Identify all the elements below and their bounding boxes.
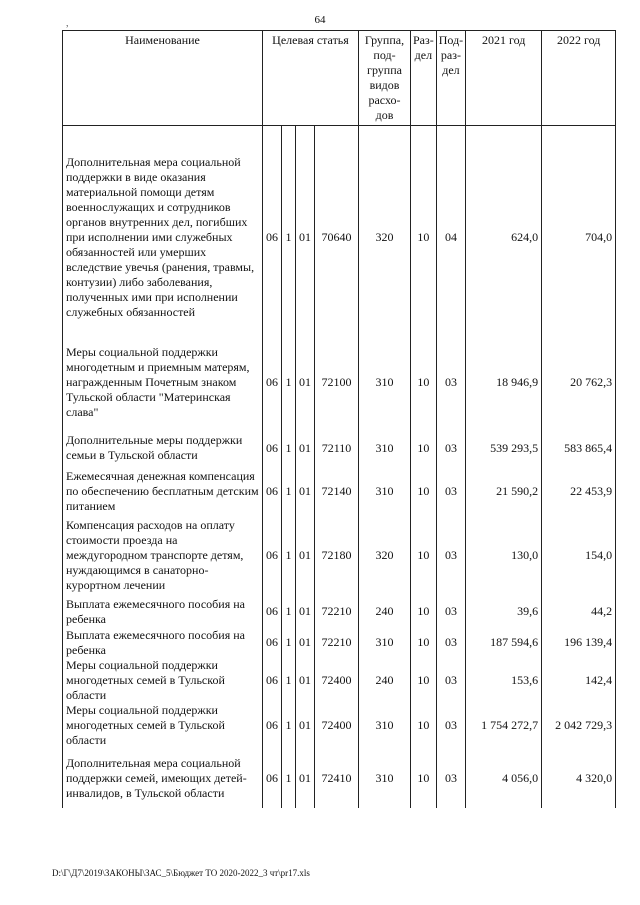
row-code-main-event: 01	[296, 468, 315, 514]
row-value-2021: 18 946,9	[466, 336, 542, 428]
row-code-program: 06	[263, 703, 282, 748]
row-code-direction: 72180	[315, 514, 359, 596]
row-code-main-event: 01	[296, 596, 315, 627]
table-row	[63, 138, 616, 336]
row-value-2022: 22 453,9	[542, 468, 616, 514]
row-subsection: 03	[436, 596, 465, 627]
row-group: 310	[359, 428, 411, 468]
table-row	[63, 596, 616, 627]
row-code-program: 06	[263, 596, 282, 627]
table-row	[63, 468, 616, 514]
row-code-direction: 72100	[315, 336, 359, 428]
row-value-2021: 1 754 272,7	[466, 703, 542, 748]
row-subsection: 03	[436, 658, 465, 703]
row-section: 10	[411, 703, 437, 748]
row-code-program: 06	[263, 627, 282, 658]
row-value-2021: 39,6	[466, 596, 542, 627]
row-section: 10	[411, 336, 437, 428]
row-group: 310	[359, 703, 411, 748]
header-subsection: Под- раз- дел	[436, 31, 465, 126]
row-name: Выплата ежемесячного пособия на ребенка	[63, 596, 263, 627]
row-subsection: 03	[436, 748, 465, 808]
header-group: Группа, под- группа видов расхо- дов	[359, 31, 411, 126]
row-code-direction: 70640	[315, 138, 359, 336]
row-code-subprogram: 1	[282, 514, 296, 596]
spacer-row	[63, 126, 616, 139]
row-group: 310	[359, 468, 411, 514]
header-2022: 2022 год	[542, 31, 616, 126]
row-code-direction: 72410	[315, 748, 359, 808]
row-section: 10	[411, 138, 437, 336]
row-section: 10	[411, 428, 437, 468]
row-code-program: 06	[263, 428, 282, 468]
row-value-2022: 44,2	[542, 596, 616, 627]
row-code-subprogram: 1	[282, 336, 296, 428]
row-code-program: 06	[263, 658, 282, 703]
row-section: 10	[411, 748, 437, 808]
row-name: Выплата ежемесячного пособия на ребенка	[63, 627, 263, 658]
row-name: Меры социальной поддержки многодетным и приемным матерям, награжденным Почетным знаком Тульской области "Материнская слава"	[63, 336, 263, 428]
table-row	[63, 703, 616, 748]
row-code-direction: 72140	[315, 468, 359, 514]
row-value-2021: 4 056,0	[466, 748, 542, 808]
row-code-direction: 72110	[315, 428, 359, 468]
table-header-row	[63, 31, 616, 126]
row-name: Меры социальной поддержки многодетных семей в Тульской области	[63, 658, 263, 703]
row-code-subprogram: 1	[282, 596, 296, 627]
page-number: 64	[314, 14, 326, 26]
row-group: 320	[359, 514, 411, 596]
row-name: Компенсация расходов на оплату стоимости проезда на междугородном транспорте детям, нуждающимся в санаторно-курортном лечении	[63, 514, 263, 596]
row-value-2021: 624,0	[466, 138, 542, 336]
row-code-main-event: 01	[296, 748, 315, 808]
row-value-2021: 187 594,6	[466, 627, 542, 658]
row-group: 310	[359, 748, 411, 808]
scan-mark: ,	[66, 18, 69, 29]
budget-table	[62, 30, 616, 808]
row-value-2021: 539 293,5	[466, 428, 542, 468]
row-subsection: 03	[436, 428, 465, 468]
row-code-subprogram: 1	[282, 428, 296, 468]
row-code-program: 06	[263, 336, 282, 428]
row-value-2021: 21 590,2	[466, 468, 542, 514]
row-group: 310	[359, 627, 411, 658]
row-value-2022: 2 042 729,3	[542, 703, 616, 748]
row-subsection: 03	[436, 336, 465, 428]
row-value-2022: 20 762,3	[542, 336, 616, 428]
row-code-subprogram: 1	[282, 468, 296, 514]
row-code-subprogram: 1	[282, 658, 296, 703]
row-code-program: 06	[263, 138, 282, 336]
row-value-2021: 130,0	[466, 514, 542, 596]
row-value-2021: 153,6	[466, 658, 542, 703]
row-value-2022: 704,0	[542, 138, 616, 336]
header-2021: 2021 год	[466, 31, 542, 126]
row-subsection: 03	[436, 514, 465, 596]
row-code-direction: 72210	[315, 596, 359, 627]
row-code-program: 06	[263, 748, 282, 808]
row-section: 10	[411, 627, 437, 658]
row-code-main-event: 01	[296, 514, 315, 596]
row-group: 310	[359, 336, 411, 428]
table-row	[63, 658, 616, 703]
row-subsection: 03	[436, 703, 465, 748]
row-name: Дополнительная мера социальной поддержки в виде оказания материальной помощи детям военнослужащих и сотрудников органов внутренних дел, погибших при исполнении ими служебных обязанностей или умерших вследствие увечья (ранения, травмы, контузии) либо заболевания, полученных ими при исполнении служебных обязанностей	[63, 138, 263, 336]
row-section: 10	[411, 514, 437, 596]
row-value-2022: 154,0	[542, 514, 616, 596]
row-name: Меры социальной поддержки многодетных семей в Тульской области	[63, 703, 263, 748]
header-target-article: Целевая статья	[263, 31, 359, 126]
row-code-main-event: 01	[296, 658, 315, 703]
row-code-program: 06	[263, 514, 282, 596]
row-value-2022: 142,4	[542, 658, 616, 703]
table-row	[63, 627, 616, 658]
row-code-subprogram: 1	[282, 627, 296, 658]
row-code-main-event: 01	[296, 138, 315, 336]
table-row	[63, 428, 616, 468]
row-group: 240	[359, 596, 411, 627]
row-code-direction: 72400	[315, 703, 359, 748]
row-code-main-event: 01	[296, 627, 315, 658]
row-group: 320	[359, 138, 411, 336]
row-value-2022: 4 320,0	[542, 748, 616, 808]
row-code-subprogram: 1	[282, 703, 296, 748]
row-code-subprogram: 1	[282, 138, 296, 336]
row-code-main-event: 01	[296, 703, 315, 748]
row-subsection: 03	[436, 468, 465, 514]
table-row	[63, 514, 616, 596]
table-row	[63, 748, 616, 808]
row-code-direction: 72400	[315, 658, 359, 703]
row-name: Ежемесячная денежная компенсация по обеспечению бесплатным детским питанием	[63, 468, 263, 514]
header-section: Раз- дел	[411, 31, 437, 126]
row-code-subprogram: 1	[282, 748, 296, 808]
row-subsection: 04	[436, 138, 465, 336]
row-value-2022: 583 865,4	[542, 428, 616, 468]
header-name: Наименование	[63, 31, 263, 126]
row-group: 240	[359, 658, 411, 703]
row-code-program: 06	[263, 468, 282, 514]
row-section: 10	[411, 596, 437, 627]
row-value-2022: 196 139,4	[542, 627, 616, 658]
row-section: 10	[411, 468, 437, 514]
row-code-main-event: 01	[296, 428, 315, 468]
row-code-direction: 72210	[315, 627, 359, 658]
row-name: Дополнительные меры поддержки семьи в Тульской области	[63, 428, 263, 468]
table-body	[63, 126, 616, 809]
row-name: Дополнительная мера социальной поддержки семей, имеющих детей-инвалидов, в Тульской области	[63, 748, 263, 808]
row-code-main-event: 01	[296, 336, 315, 428]
row-subsection: 03	[436, 627, 465, 658]
footer-file-path: D:\Г\Д7\2019\ЗАКОНЫ\ЗАС_5\Бюджет ТО 2020-2022_3 чт\pr17.xls	[52, 868, 310, 878]
table-row	[63, 336, 616, 428]
row-section: 10	[411, 658, 437, 703]
